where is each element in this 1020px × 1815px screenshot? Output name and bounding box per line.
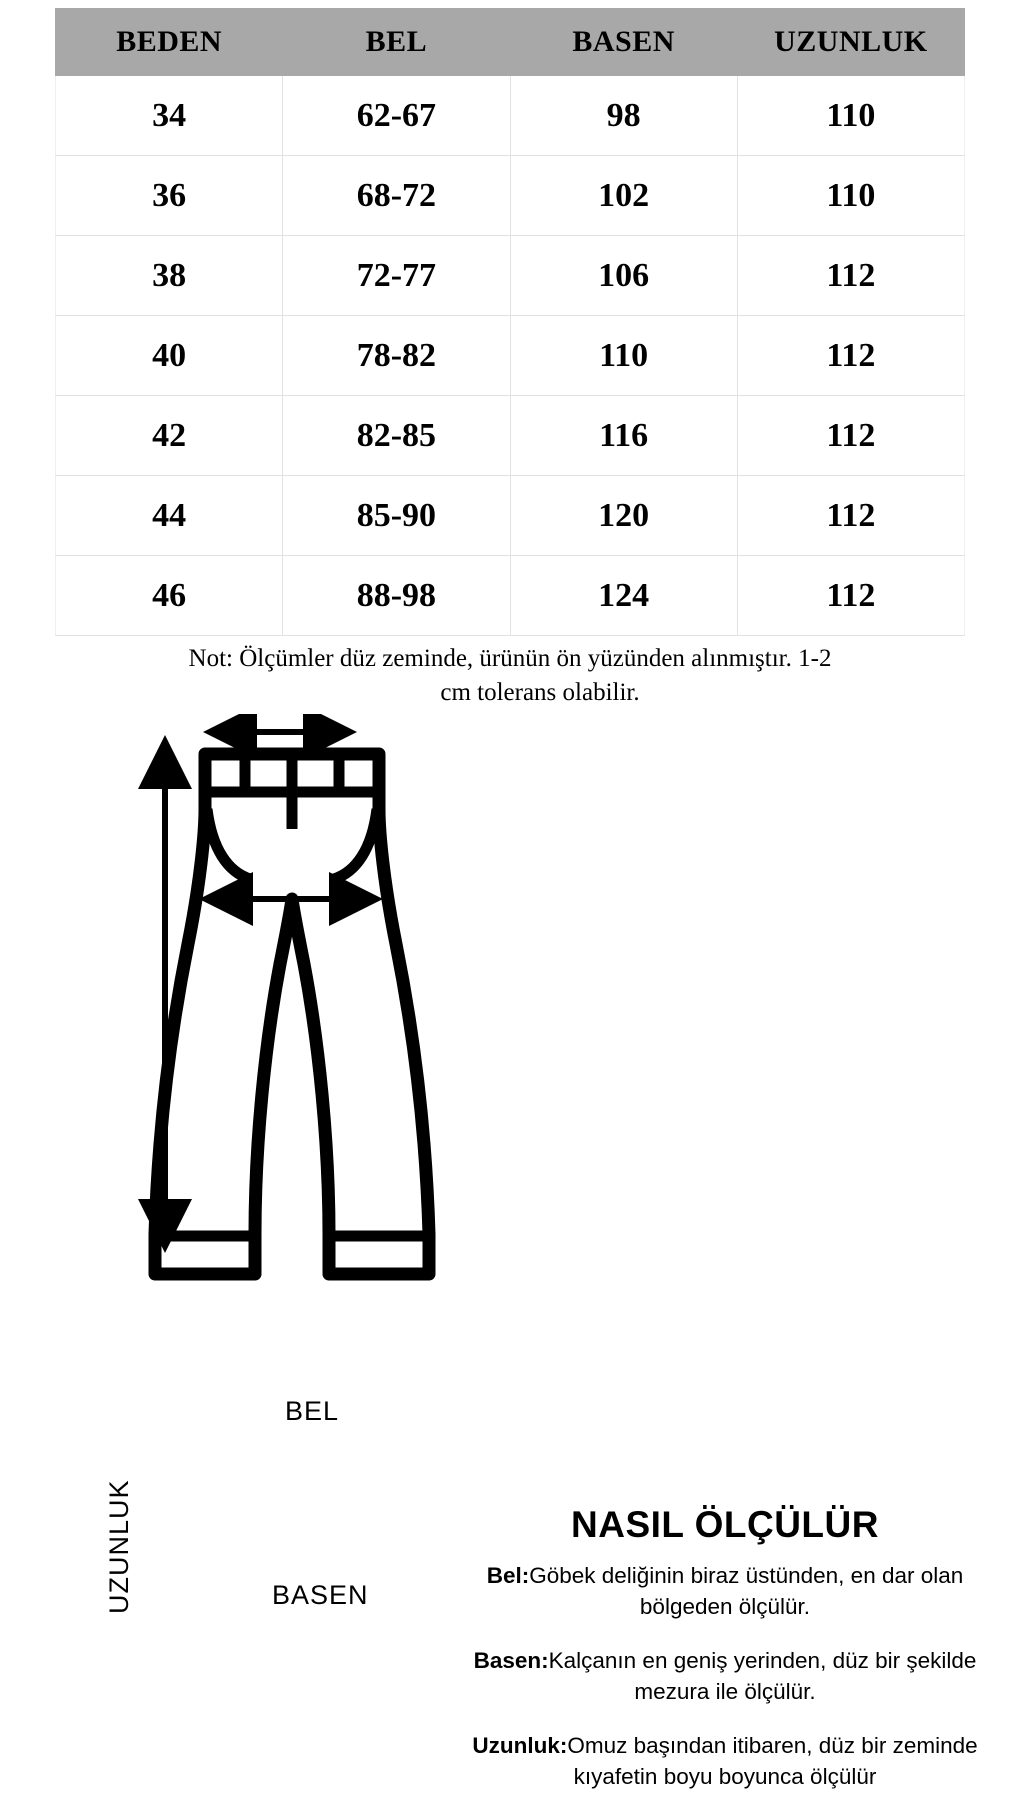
- cell-uzunluk: 110: [737, 156, 964, 236]
- size-chart-container: [0, 0, 1020, 636]
- cell-basen: 116: [510, 396, 737, 476]
- howto-text-uzunluk: Omuz başından itibaren, düz bir zeminde kıyafetin boyu boyunca ölçülür: [567, 1732, 978, 1789]
- cell-basen: 102: [510, 156, 737, 236]
- howto-measure-panel: [470, 1504, 980, 1815]
- cell-bel: 72-77: [283, 236, 510, 316]
- cell-bel: 62-67: [283, 76, 510, 156]
- cell-basen: 124: [510, 556, 737, 636]
- note-line-1: Not: Ölçümler düz zeminde, ürünün ön yüzünden alınmıştır. 1-2: [188, 645, 832, 672]
- table-row: [56, 556, 965, 636]
- cell-uzunluk: 112: [737, 556, 964, 636]
- table-row: [56, 476, 965, 556]
- table-row: [56, 76, 965, 156]
- table-body: [56, 76, 965, 636]
- cell-bel: 85-90: [283, 476, 510, 556]
- cell-uzunluk: 112: [737, 396, 964, 476]
- cell-basen: 120: [510, 476, 737, 556]
- cell-uzunluk: 112: [737, 236, 964, 316]
- table-row: [56, 236, 965, 316]
- diagram-section: [0, 714, 1020, 1789]
- table-row: [56, 396, 965, 476]
- cell-uzunluk: 110: [737, 76, 964, 156]
- cell-basen: 106: [510, 236, 737, 316]
- note-line-2: cm tolerans olabilir.: [440, 678, 640, 706]
- howto-text-bel: Göbek deliğinin biraz üstünden, en dar olan bölgeden ölçülür.: [529, 1562, 964, 1619]
- cell-bel: 82-85: [283, 396, 510, 476]
- column-header-bel: BEL: [283, 9, 510, 76]
- howto-term-bel: Bel:: [486, 1562, 530, 1588]
- cell-beden: 34: [56, 76, 283, 156]
- diagram-label-uzunluk: UZUNLUK: [104, 1478, 134, 1614]
- howto-item-bel: [470, 1560, 980, 1623]
- howto-text-basen: Kalçanın en geniş yerinden, düz bir şekilde mezura ile ölçülür.: [548, 1647, 977, 1704]
- trousers-diagram: [100, 714, 480, 1364]
- cell-bel: 78-82: [283, 316, 510, 396]
- table-header: [56, 9, 965, 76]
- diagram-label-bel: BEL: [285, 1395, 340, 1426]
- cell-beden: 42: [56, 396, 283, 476]
- cell-beden: 40: [56, 316, 283, 396]
- cell-basen: 110: [510, 316, 737, 396]
- cell-beden: 38: [56, 236, 283, 316]
- cell-bel: 68-72: [283, 156, 510, 236]
- howto-title: NASIL ÖLÇÜLÜR: [571, 1503, 879, 1545]
- cell-beden: 36: [56, 156, 283, 236]
- cell-uzunluk: 112: [737, 316, 964, 396]
- table-header-row: [56, 9, 965, 76]
- table-row: [56, 156, 965, 236]
- cell-uzunluk: 112: [737, 476, 964, 556]
- howto-term-basen: Basen:: [473, 1647, 549, 1673]
- column-header-beden: BEDEN: [56, 9, 283, 76]
- cell-basen: 98: [510, 76, 737, 156]
- size-table: [55, 8, 965, 636]
- howto-item-uzunluk: [470, 1730, 980, 1793]
- cell-beden: 46: [56, 556, 283, 636]
- cell-beden: 44: [56, 476, 283, 556]
- trousers-illustration-svg: [100, 714, 480, 1364]
- column-header-uzunluk: UZUNLUK: [737, 9, 964, 76]
- diagram-label-basen: BASEN: [272, 1579, 369, 1610]
- table-row: [56, 316, 965, 396]
- cell-bel: 88-98: [283, 556, 510, 636]
- howto-item-basen: [470, 1645, 980, 1708]
- howto-term-uzunluk: Uzunluk:: [472, 1732, 568, 1758]
- column-header-basen: BASEN: [510, 9, 737, 76]
- measurement-note: [0, 636, 1020, 710]
